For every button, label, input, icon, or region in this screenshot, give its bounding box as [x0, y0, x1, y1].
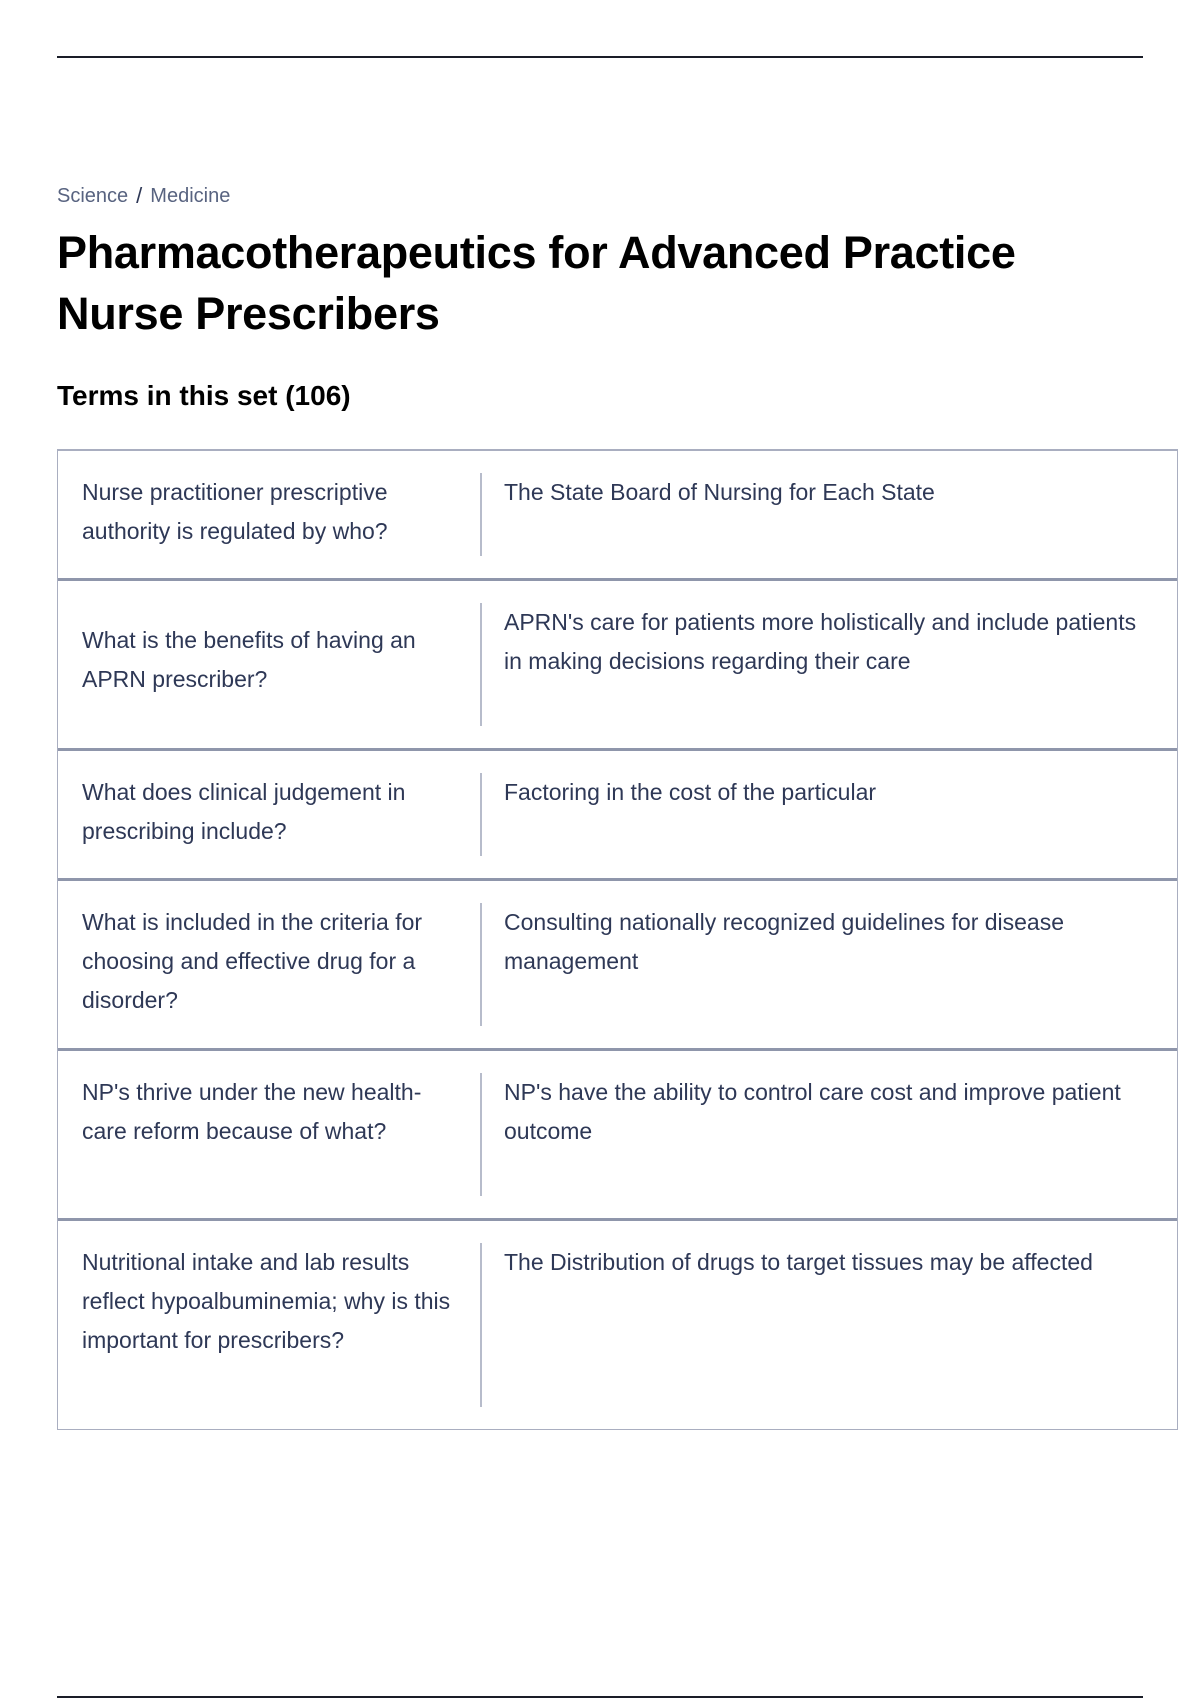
breadcrumb-category[interactable]: Science	[57, 184, 129, 207]
definition-text: The State Board of Nursing for Each State	[504, 479, 935, 505]
terms-heading-label: Terms in this set	[57, 380, 278, 411]
term-text: What does clinical judgement in prescribing include?	[82, 779, 406, 844]
term-text: Nutritional intake and lab results reflect hypoalbuminemia; why is this important for prescribers?	[82, 1249, 451, 1353]
top-rule	[57, 56, 1143, 58]
card-divider	[480, 603, 482, 726]
breadcrumb-subcategory[interactable]: Medicine	[150, 184, 231, 207]
term-text: NP's thrive under the new health-care reform because of what?	[82, 1079, 422, 1144]
definition-text: NP's have the ability to control care cost and improve patient outcome	[504, 1079, 1121, 1144]
term-text: What is the benefits of having an APRN prescriber?	[82, 627, 416, 692]
term-card	[58, 581, 1177, 751]
term-card	[58, 881, 1177, 1051]
page-title: Pharmacotherapeutics for Advanced Practice Nurse Prescribers	[57, 227, 1016, 339]
terms-heading	[57, 380, 351, 412]
definition-text: Factoring in the cost of the particular	[504, 779, 877, 805]
definition-text: The Distribution of drugs to target tissues may be affected	[504, 1249, 1093, 1275]
term-card	[58, 1051, 1177, 1221]
term-text: What is included in the criteria for choosing and effective drug for a disorder?	[82, 909, 423, 1013]
term-text: Nurse practitioner prescriptive authority is regulated by who?	[82, 479, 388, 544]
card-divider	[480, 473, 482, 556]
term-card	[58, 751, 1177, 881]
definition-text: Consulting nationally recognized guidelines for disease management	[504, 909, 1065, 974]
terms-table	[57, 449, 1178, 1430]
card-divider	[480, 773, 482, 856]
breadcrumb-separator: /	[136, 183, 143, 208]
breadcrumb	[57, 183, 230, 209]
bottom-rule	[57, 1696, 1143, 1698]
terms-count: (106)	[285, 380, 351, 411]
definition-text: APRN's care for patients more holistically and include patients in making decisions regarding their care	[504, 609, 1137, 674]
term-card	[58, 1221, 1177, 1429]
card-divider	[480, 1243, 482, 1407]
card-divider	[480, 1073, 482, 1196]
term-card	[58, 451, 1177, 581]
card-divider	[480, 903, 482, 1026]
